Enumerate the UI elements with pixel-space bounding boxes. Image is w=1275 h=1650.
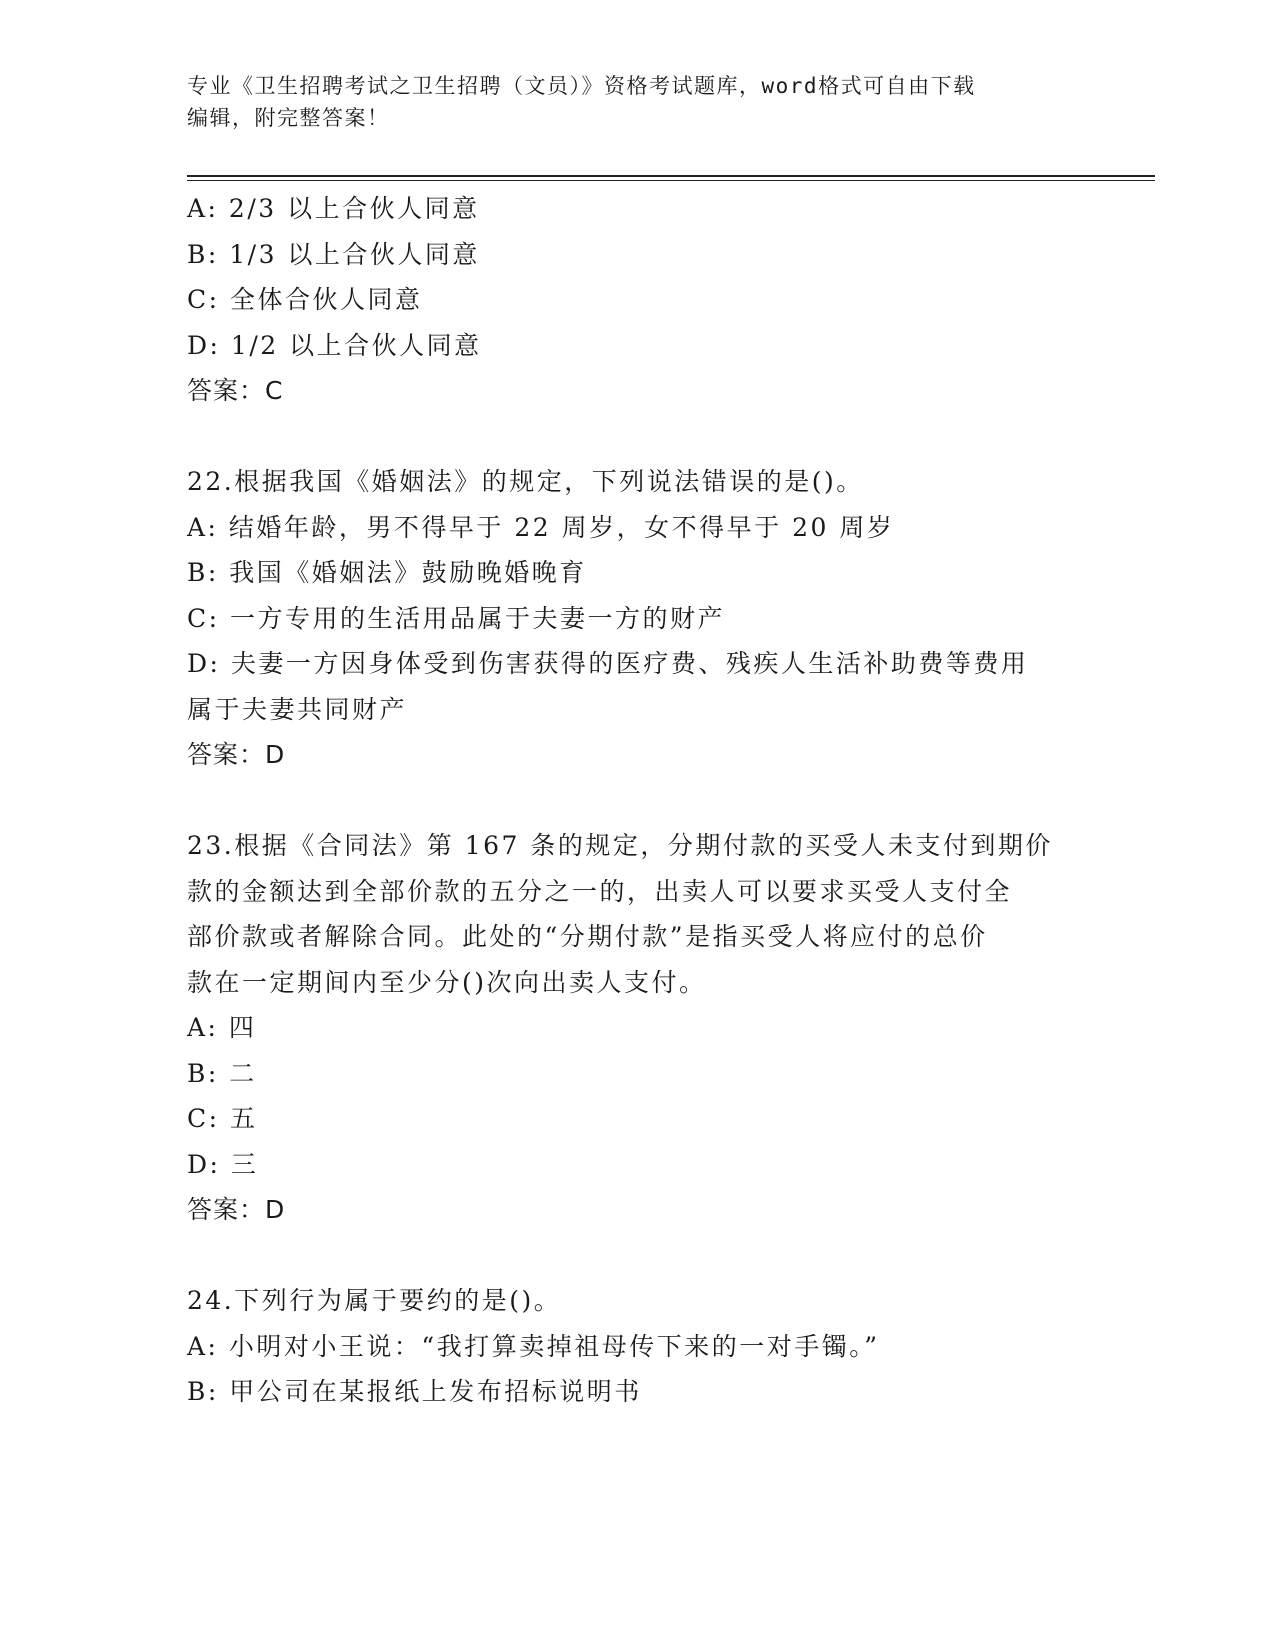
document-header — [187, 70, 1067, 134]
q22-option-d-continued: 属于夫妻共同财产 — [187, 694, 408, 724]
question-spacer — [187, 778, 1087, 824]
q23-option-c: C: 五 — [187, 1104, 258, 1133]
q21-option-d: D: 1/2 以上合伙人同意 — [187, 330, 482, 360]
question-spacer — [187, 414, 1087, 460]
q22-answer: 答案：D — [187, 740, 286, 769]
q21-option-b: B: 1/3 以上合伙人同意 — [187, 239, 480, 269]
question-content — [187, 186, 1087, 1415]
q22-option-b: B: 我国《婚姻法》鼓励晚婚晚育 — [187, 558, 587, 587]
q22-question: 22.根据我国《婚姻法》的规定，下列说法错误的是()。 — [187, 467, 864, 496]
q23-question-line-4: 款在一定期间内至少分()次向出卖人支付。 — [187, 967, 707, 997]
q24-option-a: A: 小明对小王说：“我打算卖掉祖母传下来的一对手镯。” — [187, 1331, 880, 1361]
q21-option-a: A: 2/3 以上合伙人同意 — [187, 194, 480, 223]
question-spacer — [187, 1233, 1087, 1279]
header-line-2: 编辑，附完整答案！ — [187, 106, 390, 130]
q21-option-c: C: 全体合伙人同意 — [187, 285, 423, 314]
q22-option-d: D: 夫妻一方因身体受到伤害获得的医疗费、残疾人生活补助费等费用 — [187, 649, 1029, 678]
q22-option-c: C: 一方专用的生活用品属于夫妻一方的财产 — [187, 603, 725, 633]
header-divider-thick — [187, 175, 1155, 177]
header-divider-thin — [187, 180, 1155, 181]
header-line-1: 专业《卫生招聘考试之卫生招聘（文员）》资格考试题库，word格式可自由下载 — [187, 74, 976, 98]
q22-option-a: A: 结婚年龄，男不得早于 22 周岁，女不得早于 20 周岁 — [187, 512, 895, 542]
q23-question-line-1: 23.根据《合同法》第 167 条的规定，分期付款的买受人未支付到期价 — [187, 831, 1053, 860]
q21-answer: 答案：C — [187, 376, 284, 405]
q23-option-d: D: 三 — [187, 1149, 259, 1179]
q23-option-a: A: 四 — [187, 1013, 257, 1042]
q23-option-b: B: 二 — [187, 1058, 257, 1088]
q24-question: 24.下列行为属于要约的是()。 — [187, 1286, 562, 1315]
q23-question-line-2: 款的金额达到全部价款的五分之一的，出卖人可以要求买受人支付全 — [187, 876, 1013, 906]
q24-option-b: B: 甲公司在某报纸上发布招标说明书 — [187, 1377, 642, 1406]
q23-question-line-3: 部价款或者解除合同。此处的“分期付款”是指买受人将应付的总价 — [187, 922, 988, 951]
q23-answer: 答案：D — [187, 1195, 286, 1224]
